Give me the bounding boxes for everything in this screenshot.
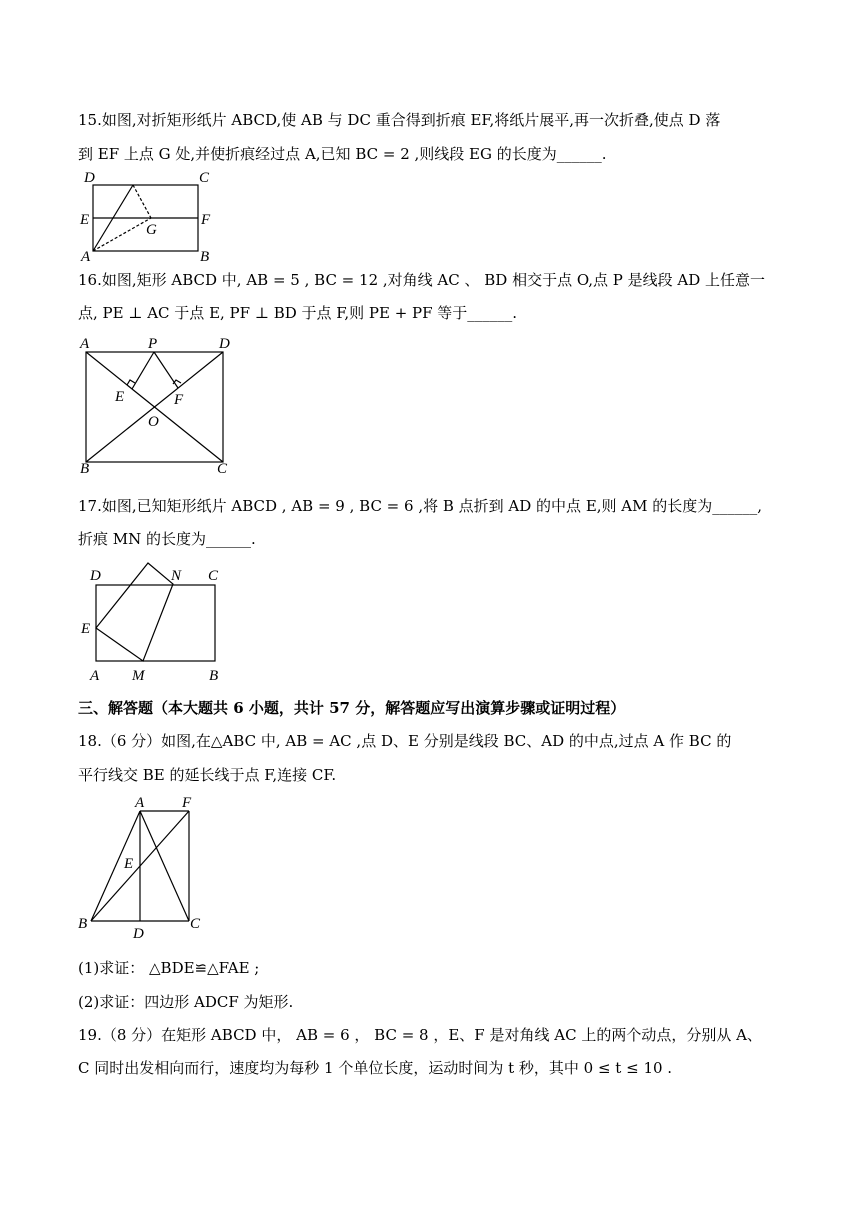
q17-label-m: M: [132, 668, 145, 684]
q15-label-e: E: [80, 212, 90, 228]
q15-dashed-ag: [93, 218, 151, 251]
q18-label-f: F: [182, 795, 192, 811]
q15-label-a: A: [81, 249, 91, 265]
q18-figure: [78, 794, 218, 942]
q15-figure: [78, 168, 218, 264]
q16-label-b: B: [80, 461, 90, 477]
q18-text-line1: 18.（6 分）如图,在△ABC 中, AB = AC ,点 D、E 分别是线段 BC、AD 的中点,过点 A 作 BC 的: [78, 732, 732, 750]
q19-text-line1: 19.（8 分）在矩形 ABCD 中， AB = 6 ， BC = 8 ，E、F 是对角线 AC 上的两个动点，分别从 A、: [78, 1026, 762, 1044]
q16-figure: [78, 332, 248, 480]
q15-dashed-dg: [133, 185, 151, 218]
q18-label-b: B: [78, 916, 88, 932]
q16-label-o: O: [148, 414, 159, 430]
q15-label-g: G: [146, 222, 157, 238]
q18-label-e: E: [124, 856, 134, 872]
q18-label-c: C: [190, 916, 201, 932]
q17-label-e: E: [81, 621, 91, 637]
q19-text-line2: C 同时出发相向而行，速度均为每秒 1 个单位长度，运动时间为 t 秒，其中 0 ≤ t ≤ 10 .: [78, 1059, 673, 1077]
q16-label-a: A: [80, 336, 90, 352]
q17-figure: [78, 560, 238, 686]
section3-heading: 三、解答题（本大题共 6 小题，共计 57 分，解答题应写出演算步骤或证明过程）: [78, 699, 626, 717]
q18-part2: (2)求证：四边形 ADCF 为矩形.: [78, 993, 294, 1011]
q17-label-c: C: [208, 568, 219, 584]
q18-text-line2: 平行线交 BE 的延长线于点 F,连接 CF.: [78, 766, 337, 784]
q18-part1: (1)求证： △BDE≌△FAE ;: [78, 959, 260, 977]
q16-label-f: F: [174, 392, 184, 408]
q15-label-f: F: [201, 212, 211, 228]
q16-segment-pe: [132, 352, 154, 389]
q17-label-a: A: [90, 668, 100, 684]
q16-label-d: D: [219, 336, 230, 352]
q16-text-line2: 点, PE ⊥ AC 于点 E, PF ⊥ BD 于点 F,则 PE + PF 等于______.: [78, 304, 518, 322]
q15-label-b: B: [200, 249, 210, 265]
q15-label-d: D: [84, 170, 95, 186]
q15-text-line1: 15.如图,对折矩形纸片 ABCD,使 AB 与 DC 重合得到折痕 EF,将纸片展平,再一次折叠,使点 D 落: [78, 111, 721, 129]
q15-text-line2: 到 EF 上点 G 处,并使折痕经过点 A,已知 BC = 2 ,则线段 EG 的长度为______.: [78, 145, 607, 163]
q17-rectangle: [96, 585, 215, 661]
q17-folded-flap: [96, 563, 173, 661]
q16-right-angle-e: [127, 380, 135, 385]
q16-text-line1: 16.如图,矩形 ABCD 中, AB = 5 , BC = 12 ,对角线 AC 、 BD 相交于点 O,点 P 是线段 AD 上任意一: [78, 271, 766, 289]
q15-label-c: C: [199, 170, 210, 186]
q18-label-a: A: [135, 795, 145, 811]
q17-text-line2: 折痕 MN 的长度为______.: [78, 530, 256, 548]
q18-label-d: D: [133, 926, 144, 942]
q16-right-angle-f: [173, 380, 181, 384]
q17-text-line1: 17.如图,已知矩形纸片 ABCD , AB = 9 , BC = 6 ,将 B 点折到 AD 的中点 E,则 AM 的长度为______,: [78, 497, 763, 515]
q17-label-b: B: [209, 668, 219, 684]
q16-label-c: C: [217, 461, 228, 477]
q18-segment-ac: [140, 811, 189, 921]
q16-label-e: E: [115, 389, 125, 405]
q16-label-p: P: [148, 336, 158, 352]
q17-label-n: N: [171, 568, 182, 584]
q17-label-d: D: [90, 568, 101, 584]
